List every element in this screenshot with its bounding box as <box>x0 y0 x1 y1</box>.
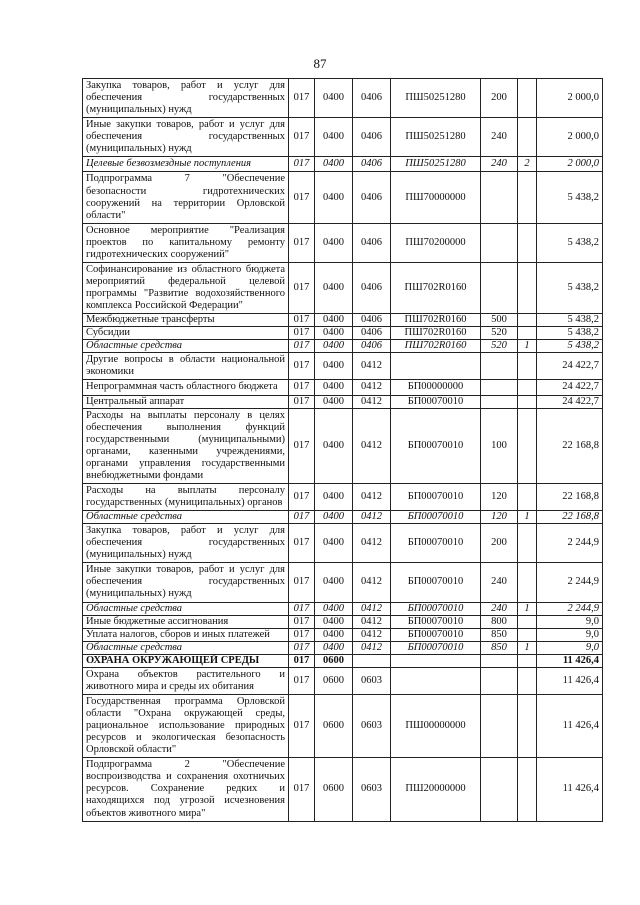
row-section-cell: 0400 <box>315 641 353 654</box>
row-subsection-cell: 0412 <box>353 395 391 408</box>
row-source-cell <box>518 628 537 641</box>
row-source-cell <box>518 483 537 510</box>
table-body <box>83 79 603 822</box>
row-name-cell: Расходы на выплаты персоналу в целях обеспечения выполнения функций государственными (муниципальными) органами, казенными учреждениями, органами управления государственными внебюджетными фондами <box>83 408 289 483</box>
row-amount-cell: 2 244,9 <box>537 563 603 602</box>
row-subsection-cell: 0412 <box>353 511 391 524</box>
row-amount-cell: 5 438,2 <box>537 172 603 223</box>
row-source-cell: 1 <box>518 641 537 654</box>
table-row <box>83 223 603 262</box>
row-admin-code-cell: 017 <box>289 262 315 313</box>
row-subsection-cell: 0412 <box>353 483 391 510</box>
row-name-cell: Охрана объектов растительного и животного мира и среды их обитания <box>83 667 289 694</box>
table-row <box>83 483 603 510</box>
row-target-article-cell: БП00070010 <box>391 615 481 628</box>
row-subsection-cell: 0406 <box>353 118 391 157</box>
table-row <box>83 157 603 172</box>
row-admin-code-cell: 017 <box>289 654 315 667</box>
row-section-cell: 0400 <box>315 408 353 483</box>
row-expense-type-cell <box>481 262 518 313</box>
table-row <box>83 79 603 118</box>
row-admin-code-cell: 017 <box>289 758 315 821</box>
table-row <box>83 408 603 483</box>
row-source-cell <box>518 262 537 313</box>
row-expense-type-cell <box>481 223 518 262</box>
row-section-cell: 0400 <box>315 172 353 223</box>
row-admin-code-cell: 017 <box>289 380 315 395</box>
row-section-cell: 0400 <box>315 483 353 510</box>
row-section-cell: 0400 <box>315 628 353 641</box>
row-section-cell: 0400 <box>315 353 353 380</box>
row-name-cell: Основное мероприятие "Реализация проектов по капитальному ремонту гидротехнических сооружений" <box>83 223 289 262</box>
row-admin-code-cell: 017 <box>289 694 315 757</box>
row-name-cell: Межбюджетные трансферты <box>83 314 289 327</box>
row-target-article-cell: ПШ50251280 <box>391 157 481 172</box>
row-source-cell <box>518 395 537 408</box>
row-section-cell: 0400 <box>315 511 353 524</box>
row-subsection-cell: 0406 <box>353 223 391 262</box>
row-section-cell: 0400 <box>315 223 353 262</box>
row-amount-cell: 11 426,4 <box>537 667 603 694</box>
table-row <box>83 615 603 628</box>
row-section-cell: 0400 <box>315 340 353 353</box>
row-admin-code-cell: 017 <box>289 511 315 524</box>
row-source-cell <box>518 314 537 327</box>
row-subsection-cell: 0603 <box>353 758 391 821</box>
row-name-cell: Закупка товаров, работ и услуг для обеспечения государственных (муниципальных) нужд <box>83 79 289 118</box>
page-number: 87 <box>313 56 327 71</box>
table-row <box>83 380 603 395</box>
row-subsection-cell: 0412 <box>353 524 391 563</box>
row-source-cell <box>518 327 537 340</box>
row-section-cell: 0400 <box>315 157 353 172</box>
row-name-cell: Непрограммная часть областного бюджета <box>83 380 289 395</box>
row-name-cell: Закупка товаров, работ и услуг для обеспечения государственных (муниципальных) нужд <box>83 524 289 563</box>
table-row <box>83 758 603 821</box>
row-target-article-cell: ПШ702R0160 <box>391 314 481 327</box>
row-expense-type-cell: 500 <box>481 314 518 327</box>
row-target-article-cell: БП00070010 <box>391 641 481 654</box>
row-target-article-cell: ПШ702R0160 <box>391 262 481 313</box>
table-row <box>83 628 603 641</box>
row-admin-code-cell: 017 <box>289 353 315 380</box>
row-name-cell: Областные средства <box>83 511 289 524</box>
table-row <box>83 340 603 353</box>
row-amount-cell: 11 426,4 <box>537 694 603 757</box>
row-amount-cell: 11 426,4 <box>537 654 603 667</box>
table-row <box>83 314 603 327</box>
row-admin-code-cell: 017 <box>289 615 315 628</box>
row-expense-type-cell <box>481 758 518 821</box>
budget-table <box>82 78 603 822</box>
row-target-article-cell <box>391 667 481 694</box>
row-name-cell: Субсидии <box>83 327 289 340</box>
row-target-article-cell: ПШ20000000 <box>391 758 481 821</box>
row-target-article-cell: БП00000000 <box>391 380 481 395</box>
row-expense-type-cell: 120 <box>481 483 518 510</box>
row-source-cell: 2 <box>518 157 537 172</box>
row-section-cell: 0400 <box>315 327 353 340</box>
row-expense-type-cell: 850 <box>481 628 518 641</box>
row-admin-code-cell: 017 <box>289 667 315 694</box>
row-target-article-cell: БП00070010 <box>391 408 481 483</box>
row-target-article-cell: БП00070010 <box>391 628 481 641</box>
row-name-cell: Иные закупки товаров, работ и услуг для обеспечения государственных (муниципальных) нужд <box>83 563 289 602</box>
row-source-cell <box>518 353 537 380</box>
row-subsection-cell <box>353 654 391 667</box>
table-row <box>83 262 603 313</box>
row-name-cell: Иные бюджетные ассигнования <box>83 615 289 628</box>
row-subsection-cell: 0412 <box>353 602 391 615</box>
row-amount-cell: 5 438,2 <box>537 327 603 340</box>
row-subsection-cell: 0412 <box>353 563 391 602</box>
row-name-cell: Областные средства <box>83 602 289 615</box>
row-admin-code-cell: 017 <box>289 340 315 353</box>
row-amount-cell: 22 168,8 <box>537 511 603 524</box>
row-expense-type-cell <box>481 667 518 694</box>
row-amount-cell: 5 438,2 <box>537 262 603 313</box>
row-expense-type-cell: 520 <box>481 340 518 353</box>
row-source-cell <box>518 380 537 395</box>
row-name-cell: Областные средства <box>83 340 289 353</box>
row-target-article-cell: ПШ70000000 <box>391 172 481 223</box>
row-section-cell: 0400 <box>315 602 353 615</box>
table-row <box>83 563 603 602</box>
row-expense-type-cell <box>481 654 518 667</box>
row-source-cell <box>518 118 537 157</box>
row-admin-code-cell: 017 <box>289 327 315 340</box>
row-subsection-cell: 0406 <box>353 172 391 223</box>
row-subsection-cell: 0406 <box>353 262 391 313</box>
row-section-cell: 0600 <box>315 667 353 694</box>
row-section-cell: 0400 <box>315 380 353 395</box>
row-source-cell <box>518 172 537 223</box>
row-source-cell <box>518 223 537 262</box>
row-expense-type-cell: 240 <box>481 157 518 172</box>
row-section-cell: 0400 <box>315 118 353 157</box>
row-admin-code-cell: 017 <box>289 563 315 602</box>
table-row <box>83 395 603 408</box>
row-amount-cell: 5 438,2 <box>537 340 603 353</box>
table-row <box>83 172 603 223</box>
row-source-cell <box>518 563 537 602</box>
row-amount-cell: 2 000,0 <box>537 118 603 157</box>
row-target-article-cell: ПШ50251280 <box>391 118 481 157</box>
row-section-cell: 0400 <box>315 314 353 327</box>
row-name-cell: Целевые безвозмездные поступления <box>83 157 289 172</box>
row-expense-type-cell: 240 <box>481 602 518 615</box>
row-source-cell: 1 <box>518 602 537 615</box>
row-subsection-cell: 0412 <box>353 408 391 483</box>
row-subsection-cell: 0406 <box>353 327 391 340</box>
row-subsection-cell: 0406 <box>353 157 391 172</box>
table-row <box>83 511 603 524</box>
row-expense-type-cell: 240 <box>481 563 518 602</box>
row-amount-cell: 2 000,0 <box>537 157 603 172</box>
row-target-article-cell <box>391 353 481 380</box>
row-name-cell: Другие вопросы в области национальной экономики <box>83 353 289 380</box>
table-row <box>83 602 603 615</box>
row-source-cell: 1 <box>518 511 537 524</box>
row-target-article-cell: БП00070010 <box>391 602 481 615</box>
row-target-article-cell: БП00070010 <box>391 511 481 524</box>
row-target-article-cell: БП00070010 <box>391 483 481 510</box>
row-expense-type-cell: 200 <box>481 524 518 563</box>
row-amount-cell: 9,0 <box>537 615 603 628</box>
table-row <box>83 694 603 757</box>
table-row <box>83 641 603 654</box>
row-expense-type-cell: 800 <box>481 615 518 628</box>
table-row <box>83 118 603 157</box>
row-amount-cell: 2 000,0 <box>537 79 603 118</box>
row-admin-code-cell: 017 <box>289 395 315 408</box>
row-amount-cell: 24 422,7 <box>537 353 603 380</box>
row-target-article-cell: ПШ50251280 <box>391 79 481 118</box>
row-subsection-cell: 0603 <box>353 667 391 694</box>
row-admin-code-cell: 017 <box>289 483 315 510</box>
row-name-cell: Подпрограмма 7 "Обеспечение безопасности гидротехнических сооружений на территории Орловской области" <box>83 172 289 223</box>
row-expense-type-cell: 240 <box>481 118 518 157</box>
row-source-cell <box>518 694 537 757</box>
row-expense-type-cell: 200 <box>481 79 518 118</box>
row-section-cell: 0400 <box>315 615 353 628</box>
row-amount-cell: 22 168,8 <box>537 483 603 510</box>
row-amount-cell: 2 244,9 <box>537 602 603 615</box>
row-admin-code-cell: 017 <box>289 157 315 172</box>
table-row <box>83 327 603 340</box>
row-source-cell <box>518 667 537 694</box>
row-admin-code-cell: 017 <box>289 79 315 118</box>
row-admin-code-cell: 017 <box>289 408 315 483</box>
row-subsection-cell: 0406 <box>353 340 391 353</box>
row-amount-cell: 24 422,7 <box>537 395 603 408</box>
row-expense-type-cell: 120 <box>481 511 518 524</box>
row-source-cell <box>518 758 537 821</box>
row-amount-cell: 5 438,2 <box>537 223 603 262</box>
row-source-cell <box>518 408 537 483</box>
row-target-article-cell: ПШ70200000 <box>391 223 481 262</box>
row-subsection-cell: 0406 <box>353 79 391 118</box>
row-amount-cell: 9,0 <box>537 628 603 641</box>
row-name-cell: Центральный аппарат <box>83 395 289 408</box>
row-admin-code-cell: 017 <box>289 602 315 615</box>
row-subsection-cell: 0412 <box>353 641 391 654</box>
row-target-article-cell <box>391 654 481 667</box>
row-section-cell: 0600 <box>315 694 353 757</box>
row-expense-type-cell <box>481 694 518 757</box>
row-target-article-cell: ПШ702R0160 <box>391 327 481 340</box>
row-subsection-cell: 0406 <box>353 314 391 327</box>
row-source-cell <box>518 654 537 667</box>
row-name-cell: Уплата налогов, сборов и иных платежей <box>83 628 289 641</box>
row-target-article-cell: БП00070010 <box>391 395 481 408</box>
row-name-cell: ОХРАНА ОКРУЖАЮЩЕЙ СРЕДЫ <box>83 654 289 667</box>
row-admin-code-cell: 017 <box>289 223 315 262</box>
row-section-cell: 0600 <box>315 758 353 821</box>
row-amount-cell: 24 422,7 <box>537 380 603 395</box>
row-source-cell <box>518 615 537 628</box>
row-section-cell: 0400 <box>315 524 353 563</box>
row-expense-type-cell <box>481 172 518 223</box>
row-admin-code-cell: 017 <box>289 628 315 641</box>
table-row <box>83 524 603 563</box>
row-name-cell: Софинансирование из областного бюджета мероприятий федеральной целевой программы "Развитие водохозяйственного комплекса Российской Федерации" <box>83 262 289 313</box>
row-target-article-cell: БП00070010 <box>391 524 481 563</box>
row-amount-cell: 11 426,4 <box>537 758 603 821</box>
row-subsection-cell: 0412 <box>353 353 391 380</box>
row-name-cell: Расходы на выплаты персоналу государственных (муниципальных) органов <box>83 483 289 510</box>
row-expense-type-cell: 850 <box>481 641 518 654</box>
row-amount-cell: 5 438,2 <box>537 314 603 327</box>
row-expense-type-cell <box>481 380 518 395</box>
row-target-article-cell: ПШ702R0160 <box>391 340 481 353</box>
row-section-cell: 0400 <box>315 395 353 408</box>
row-source-cell: 1 <box>518 340 537 353</box>
table-row <box>83 353 603 380</box>
row-name-cell: Областные средства <box>83 641 289 654</box>
table-row <box>83 654 603 667</box>
row-section-cell: 0600 <box>315 654 353 667</box>
row-admin-code-cell: 017 <box>289 314 315 327</box>
row-target-article-cell: ПШ00000000 <box>391 694 481 757</box>
row-expense-type-cell: 520 <box>481 327 518 340</box>
row-subsection-cell: 0412 <box>353 628 391 641</box>
row-subsection-cell: 0412 <box>353 380 391 395</box>
row-subsection-cell: 0603 <box>353 694 391 757</box>
row-section-cell: 0400 <box>315 262 353 313</box>
row-name-cell: Подпрограмма 2 "Обеспечение воспроизводства и сохранения охотничьих ресурсов. Сохранение редких и находящихся под угрозой исчезновения объектов животного мира" <box>83 758 289 821</box>
row-name-cell: Государственная программа Орловской области "Охрана окружающей среды, рациональное использование природных ресурсов и экологическая безопасность Орловской области" <box>83 694 289 757</box>
row-amount-cell: 22 168,8 <box>537 408 603 483</box>
row-expense-type-cell: 100 <box>481 408 518 483</box>
row-source-cell <box>518 79 537 118</box>
row-name-cell: Иные закупки товаров, работ и услуг для обеспечения государственных (муниципальных) нужд <box>83 118 289 157</box>
row-admin-code-cell: 017 <box>289 118 315 157</box>
row-expense-type-cell <box>481 395 518 408</box>
row-expense-type-cell <box>481 353 518 380</box>
row-subsection-cell: 0412 <box>353 615 391 628</box>
row-section-cell: 0400 <box>315 563 353 602</box>
row-amount-cell: 2 244,9 <box>537 524 603 563</box>
row-section-cell: 0400 <box>315 79 353 118</box>
row-source-cell <box>518 524 537 563</box>
row-admin-code-cell: 017 <box>289 524 315 563</box>
row-amount-cell: 9,0 <box>537 641 603 654</box>
row-target-article-cell: БП00070010 <box>391 563 481 602</box>
table-row <box>83 667 603 694</box>
row-admin-code-cell: 017 <box>289 641 315 654</box>
row-admin-code-cell: 017 <box>289 172 315 223</box>
